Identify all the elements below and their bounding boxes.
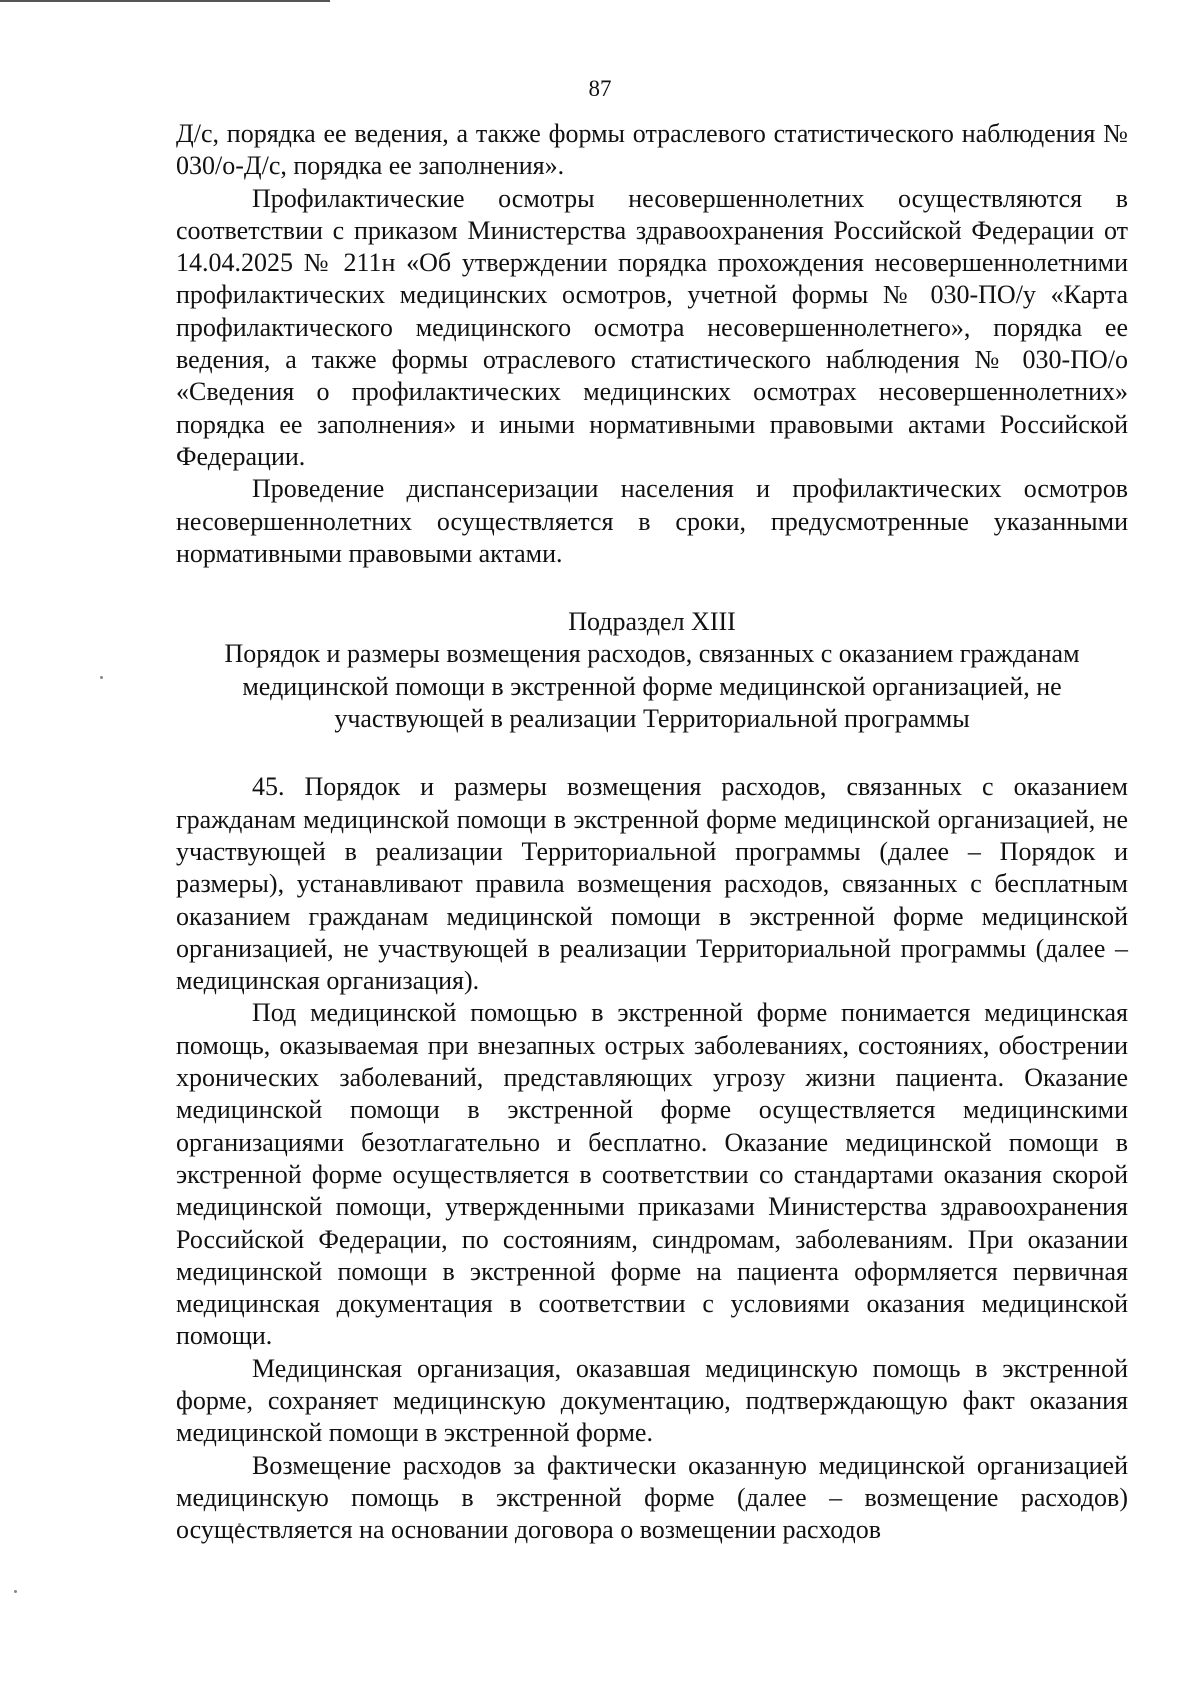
paragraph: Профилактические осмотры несовершеннолетних осуществляются в соответствии с приказом Министерства здравоохранения Российской Федерации от 14.04.2025 № 211н «Об утверждении порядка прохождения несовершеннолетними профилактических медицинских осмотров, учетной формы № 030-ПО/у «Карта профилактического медицинского осмотра несовершеннолетнего», порядка ее ведения, а также формы отраслевого статистического наблюдения № 030-ПО/о «Сведения о профилактических медицинских осмотрах несовершеннолетних» порядка ее заполнения» и иными нормативными правовыми актами Российской Федерации. <box>176 183 1128 471</box>
paragraph: Под медицинской помощью в экстренной форме понимается медицинская помощь, оказываемая при внезапных острых заболеваниях, состояниях, обострении хронических заболеваний, представляющих угрозу жизни пациента. Оказание медицинской помощи в экстренной форме осуществляется медицинскими организациями безотлагательно и бесплатно. Оказание медицинской помощи в экстренной форме осуществляется в соответствии со стандартами оказания скорой медицинской помощи, утвержденными приказами Министерства здравоохранения Российской Федерации, по состояниям, синдромам, заболеваниям. При оказании медицинской помощи в экстренной форме на пациента оформляется первичная медицинская документация в соответствии с условиями оказания медицинской помощи. <box>176 998 1128 1351</box>
paragraph: 45. Порядок и размеры возмещения расходов, связанных с оказанием гражданам медицинской помощи в экстренной форме медицинской организацией, не участвующей в реализации Территориальной программы (далее – Порядок и размеры), устанавливают правила возмещения расходов, связанных с бесплатным оказанием гражданам медицинской помощи в экстренной форме медицинской организацией, не участвующей в реализации Территориальной программы (далее – медицинская организация). <box>176 772 1128 996</box>
paragraph: Возмещение расходов за фактически оказанную медицинской организацией медицинскую помощь в экстренной форме (далее – возмещение расходов) осуществляется на основании договора о возмещении расходов <box>176 1450 1128 1545</box>
subsection-label: Подраздел XIII <box>568 607 736 637</box>
paragraph: Проведение диспансеризации населения и профилактических осмотров несовершеннолетних осуществляется в сроки, предусмотренные указанными нормативными правовыми актами. <box>176 474 1128 568</box>
subsection-title-line: Порядок и размеры возмещения расходов, связанных с оказанием гражданам <box>224 639 1080 669</box>
page-number: 87 <box>588 76 612 101</box>
paragraph: Медицинская организация, оказавшая медицинскую помощь в экстренной форме, сохраняет медицинскую документацию, подтверждающую факт оказания медицинской помощи в экстренной форме. <box>176 1353 1128 1448</box>
subsection-title-line: участвующей в реализации Территориальной программы <box>334 704 970 734</box>
scan-speck <box>100 676 103 679</box>
scan-speck <box>14 1590 17 1593</box>
paragraph: Д/с, порядка ее ведения, а также формы отраслевого статистического наблюдения № 030/о-Д/с, порядка ее заполнения». <box>176 119 1128 181</box>
subsection-body <box>176 771 1128 1546</box>
subsection-title-line: медицинской помощи в экстренной форме медицинской организацией, не <box>242 671 1062 701</box>
subsection-heading <box>176 606 1128 735</box>
scan-edge-line <box>0 0 330 2</box>
document-page <box>176 118 1128 1546</box>
